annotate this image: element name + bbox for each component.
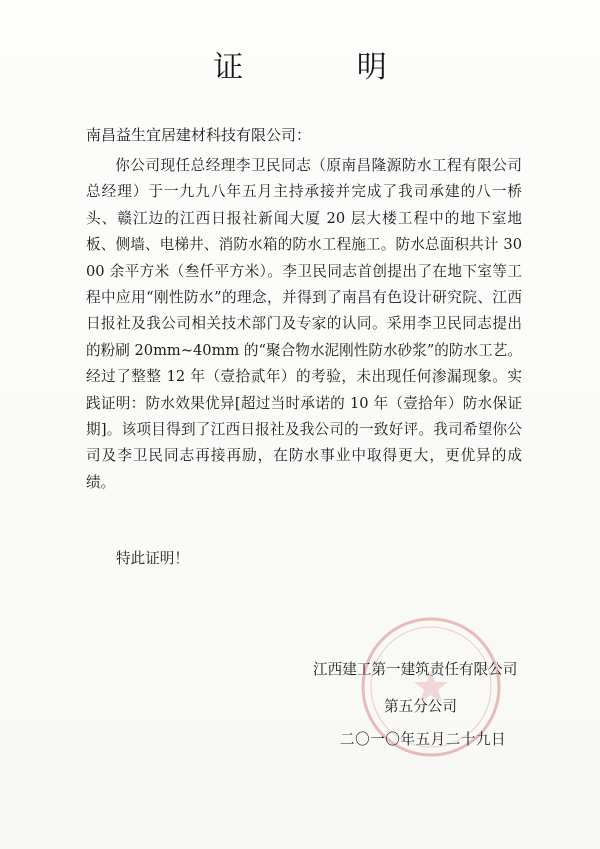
closing-line: 特此证明！ [116,550,189,567]
addressee-line: 南昌益生宜居建材科技有限公司： [86,126,312,144]
body-paragraph: 你公司现任总经理李卫民同志（原南昌隆源防水工程有限公司总经理）于一九九八年五月主持承接并完成了我司承建的八一桥头、赣江边的江西日报社新闻大厦 20 层大楼工程中的地下室地板、侧墙、电梯井、消防水箱的防水工程施工。防水总面积共计 3000 余平方米（叁仟平方米）。李卫民同志首创提出了在地下室等工程中应用“刚性防水”的理念，并得到了南昌有色设计研究院、江西日报社及我公司相关技术部门及专家的认同。采用李卫民同志提出的粉刷 20mm~40mm 的“聚合物水泥刚性防水砂浆”的防水工艺。经过了整整 12 年（壹拾贰年）的考验，未出现任何渗漏现象。实践证明：防水效果优异[超过当时承诺的 10 年（壹拾年）防水保证期]。该项目得到了江西日报社及我公司的一致好评。我司希望你公司及李卫民同志再接再励，在防水事业中取得更大，更优异的成绩。 [86,157,522,491]
document-title: 证 明 [213,50,439,85]
signature-company: 江西建工第一建筑责任有限公司 [313,661,518,678]
signature-branch: 第五分公司 [384,698,457,715]
signature-date: 二〇一〇年五月二十九日 [340,731,507,748]
